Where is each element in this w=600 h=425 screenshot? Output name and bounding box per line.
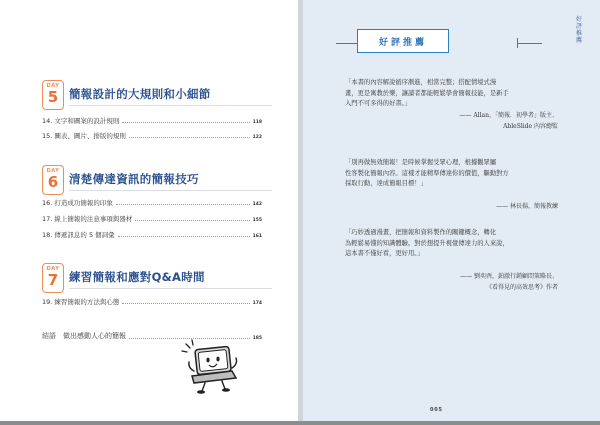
credit-line: —— 劉奕酉，鉑澈行銷顧問策略長、 [460, 273, 558, 280]
day-badge [42, 263, 64, 293]
toc-entry-page: 142 [252, 202, 262, 207]
quote-line: 這本書不僅好看，更好用。」 [345, 250, 424, 258]
toc-entry-page: 185 [252, 336, 262, 341]
day-number: 7 [47, 271, 59, 289]
toc-entry[interactable] [42, 115, 262, 125]
quote-line: 入門不可多得的好書。」 [345, 100, 412, 108]
toc-entry-title: 15. 圖表、圖片、排版的規則 [42, 132, 126, 140]
heading-rule-right [518, 43, 542, 44]
laptop-mascot-illustration [180, 338, 242, 396]
toc-entry[interactable] [42, 296, 262, 306]
toc-entry-page: 155 [252, 218, 262, 223]
running-title-vertical: 好評推薦 [575, 16, 582, 44]
toc-entry[interactable] [42, 130, 262, 140]
quote-line: 「本書的內容解說循序漸進，相當完整；搭配情境式漫 [345, 79, 497, 86]
chapter-title: 簡報設計的大規則和小細節 [69, 87, 211, 101]
credit-line: AbleSlide 內容總監 [503, 122, 558, 130]
toc-entry-title: 16. 打造成功簡報的印象 [42, 199, 113, 207]
left-page [0, 0, 298, 421]
chapter-divider [69, 105, 272, 106]
day-label: DAY [46, 83, 60, 89]
quote-line: 性客製化簡報內容。這樣才能精準傳達你的價值，驅動對方 [345, 169, 509, 177]
day-label: DAY [46, 266, 60, 272]
leader-dots [129, 137, 250, 138]
toc-entry-page: 174 [252, 301, 262, 306]
quote-credit [496, 202, 558, 213]
credit-line: —— Allan，「簡報．初學者」版主、 [459, 112, 558, 119]
day-badge [42, 165, 64, 195]
toc-entry-title: 18. 傳遞訊息的 5 個詞彙 [42, 231, 115, 239]
praise-quote [345, 228, 555, 260]
quote-credit [459, 111, 558, 132]
leader-dots [118, 236, 250, 237]
toc-entry-page: 161 [252, 234, 262, 239]
day-label: DAY [46, 168, 60, 174]
quote-line: 畫，更是寓教於樂，讓讀者都能輕鬆學會簡報技能，是新手 [345, 89, 509, 97]
day-number: 6 [47, 173, 59, 191]
toc-entry-title: 19. 練習簡報的方法與心態 [42, 298, 120, 306]
toc-entry[interactable] [42, 197, 262, 207]
leader-dots [135, 220, 249, 221]
toc-entry[interactable] [42, 229, 262, 239]
leader-dots [122, 122, 249, 123]
heading-rule-tick [517, 38, 518, 48]
quote-credit [460, 272, 558, 293]
leader-dots [116, 204, 250, 205]
toc-entry[interactable] [42, 213, 262, 223]
credit-line: —— 林長揚，簡報教練 [496, 203, 558, 210]
quote-line: 為輕鬆易懂的知識體驗。對於想提升視覺傳達力的人來說， [345, 239, 509, 247]
chapter-title: 練習簡報和應對Q&A時間 [69, 270, 205, 284]
praise-heading: 好評推薦 [357, 29, 449, 53]
praise-quote [345, 158, 555, 190]
toc-entry-title: 14. 文字和圖案的設計規則 [42, 117, 120, 125]
toc-entry-page: 118 [252, 120, 262, 125]
credit-line: 《看得見的高效思考》作者 [485, 283, 558, 291]
chapter-divider [69, 190, 272, 191]
leader-dots [122, 303, 249, 304]
chapter-title: 清楚傳達資訊的簡報技巧 [69, 172, 199, 186]
chapter-divider [69, 288, 272, 289]
toc-entry-title: 結語 做出感動人心的簡報 [42, 332, 126, 340]
page-number: 005 [430, 407, 443, 413]
quote-line: 採取行動，達成簡報目標！」 [345, 180, 427, 188]
toc-entry-page: 122 [252, 135, 262, 140]
toc-entry-title: 17. 線上簡報的注意事項與器材 [42, 215, 133, 223]
quote-line: 「巧妙透過漫畫，把簡報和資料製作的關鍵概念，轉化 [345, 229, 497, 236]
praise-quote [345, 78, 555, 110]
day-number: 5 [47, 88, 59, 106]
quote-line: 「別再做無效簡報！是時候掌握受眾心理，根據觀眾屬 [345, 159, 497, 166]
day-badge [42, 80, 64, 110]
